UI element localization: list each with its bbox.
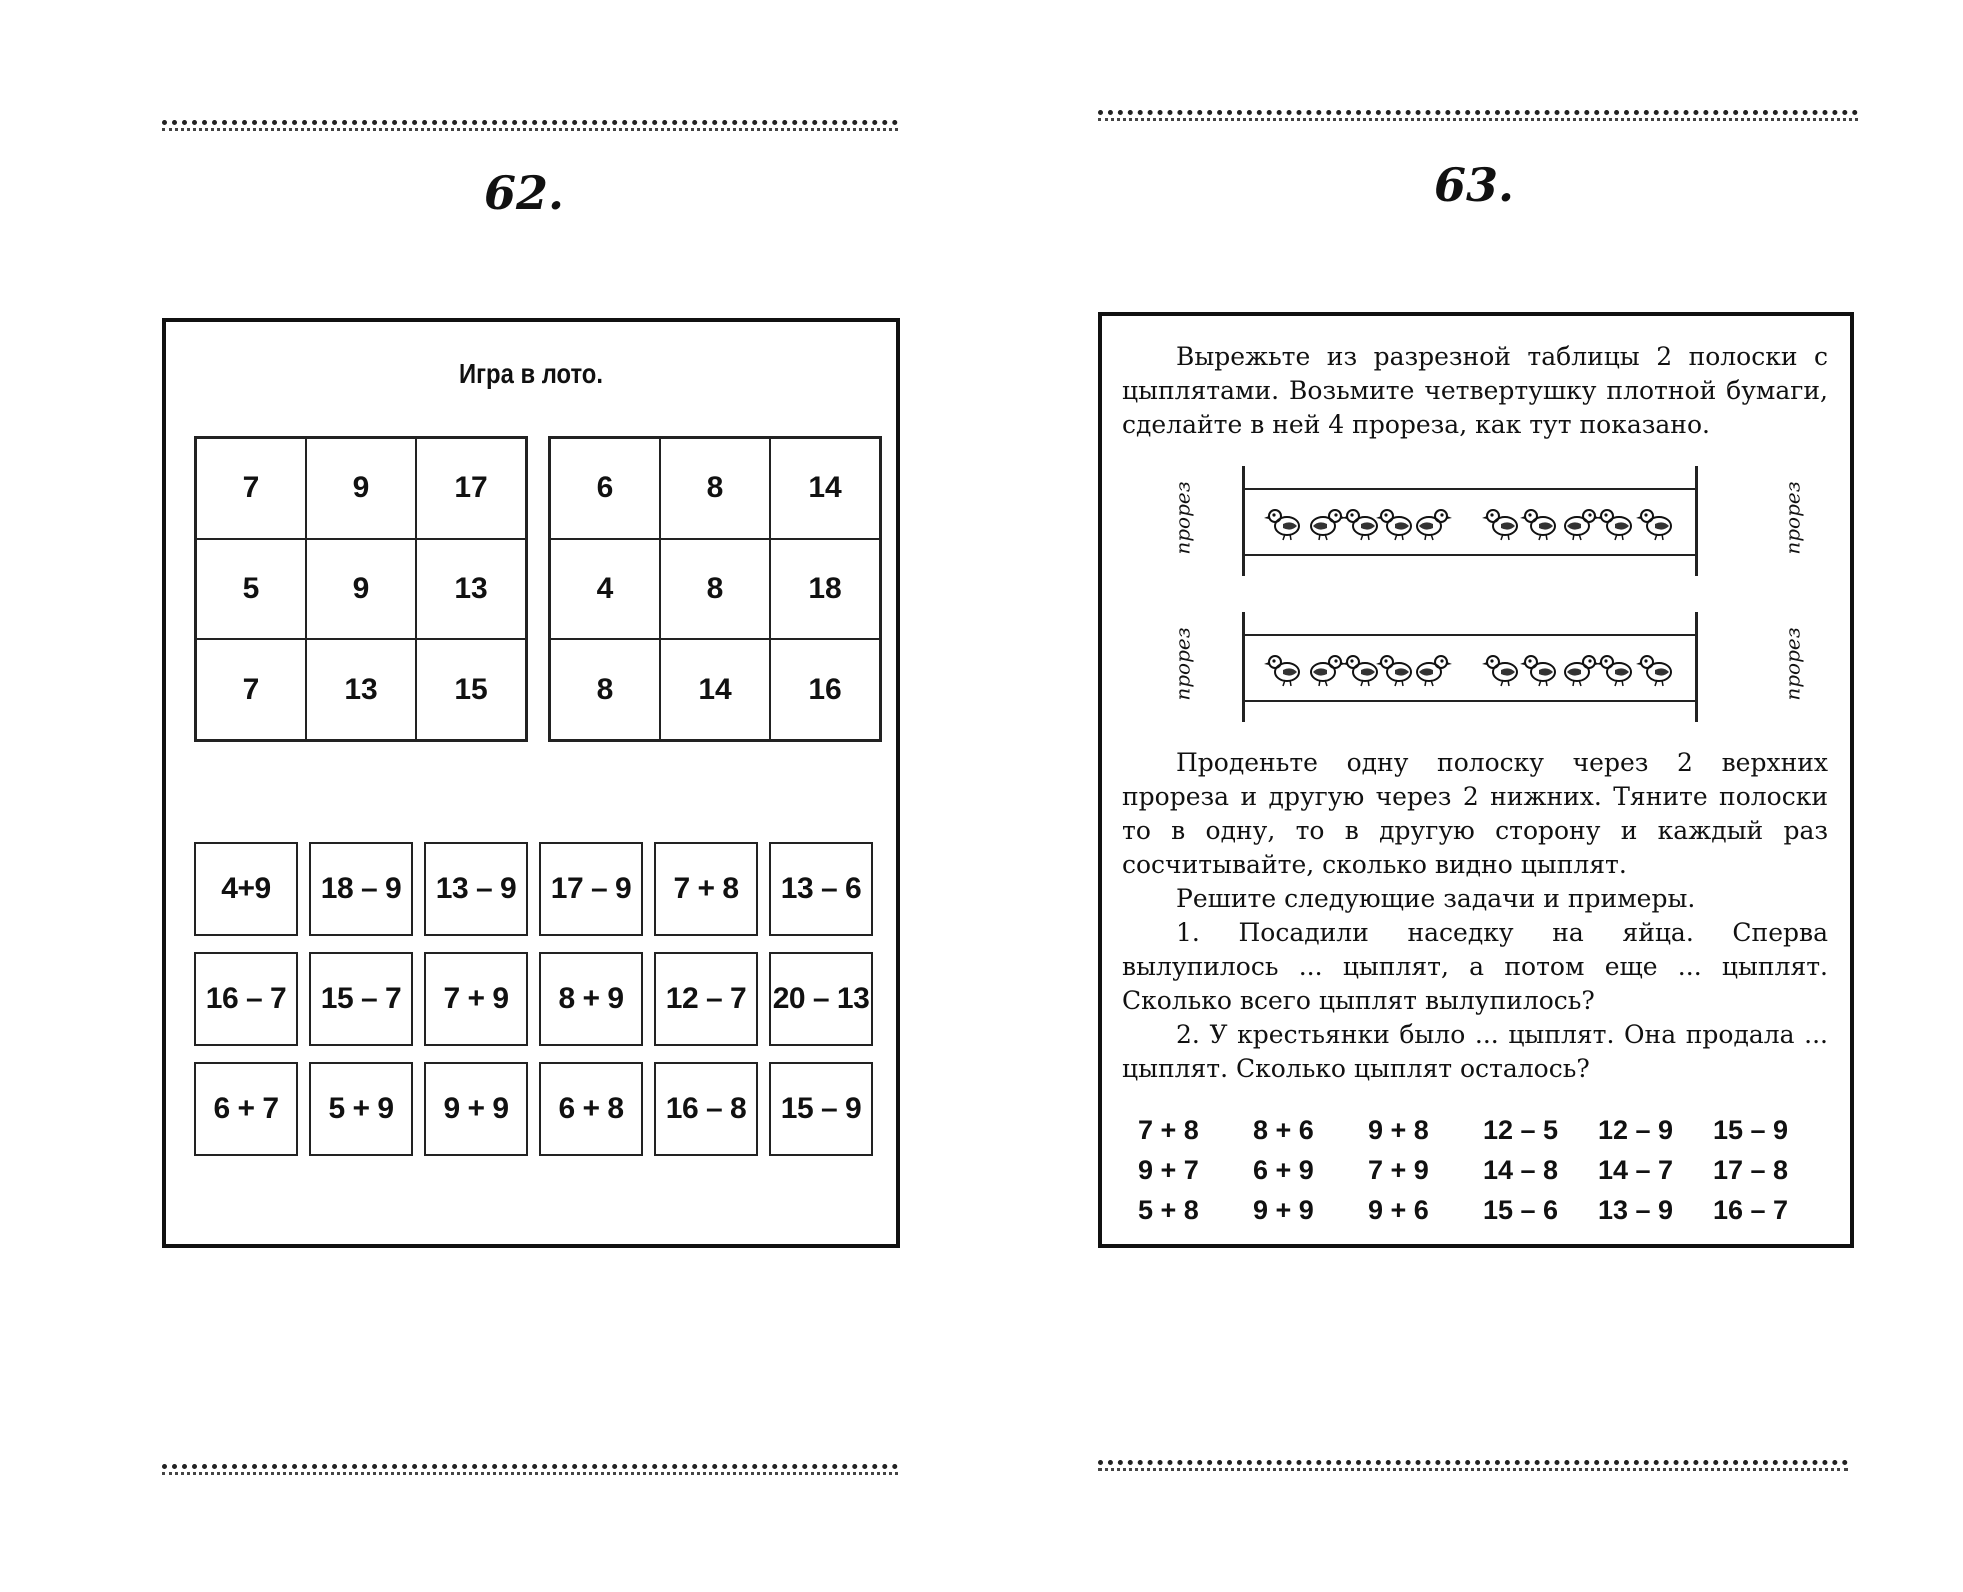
example-item: 5 + 8 <box>1138 1195 1199 1225</box>
lotto-tile: 12 – 7 <box>654 952 758 1046</box>
cut-slot-2 <box>1242 612 1698 722</box>
lotto-cell: 16 <box>770 639 880 740</box>
task-heading: Решите следующие задачи и примеры. <box>1176 884 1696 913</box>
slot-label-left-2: прорез <box>1170 627 1195 701</box>
lotto-tile: 7 + 9 <box>424 952 528 1046</box>
example-item: 12 – 9 <box>1598 1115 1674 1145</box>
chick-icon <box>1636 656 1671 686</box>
example-item: 8 + 6 <box>1253 1115 1314 1145</box>
example-item: 9 + 7 <box>1138 1155 1199 1185</box>
lotto-tile: 16 – 8 <box>654 1062 758 1156</box>
example-item: 7 + 8 <box>1138 1115 1199 1145</box>
lotto-tile: 16 – 7 <box>194 952 298 1046</box>
example-item: 15 – 9 <box>1713 1115 1789 1145</box>
lotto-tile: 15 – 9 <box>769 1062 873 1156</box>
cut-slot-1 <box>1242 466 1698 576</box>
chick-icon <box>1342 656 1377 686</box>
lotto-cell: 14 <box>660 639 770 740</box>
example-item: 14 – 8 <box>1483 1155 1559 1185</box>
chick-icon <box>1565 656 1600 686</box>
chick-icon <box>1565 510 1600 540</box>
example-item: 16 – 7 <box>1713 1195 1789 1225</box>
slot-label-left-1: прорез <box>1170 481 1195 555</box>
task-1: 1. Посадили наседку на яйца. Сперва вылупилось ... цыплят, а потом еще ... цыплят. Сколько всего цыплят вылупилось? <box>1122 918 1828 1015</box>
example-item: 9 + 9 <box>1253 1195 1314 1225</box>
chick-icon <box>1596 656 1631 686</box>
page-number-right: 63. <box>1433 158 1515 212</box>
lotto-cell: 17 <box>416 438 526 539</box>
lotto-cell: 14 <box>770 438 880 539</box>
lotto-cell: 7 <box>196 639 306 740</box>
lotto-cell: 4 <box>550 539 660 640</box>
lotto-cell: 8 <box>660 539 770 640</box>
task-frame <box>1098 312 1854 1248</box>
top-dotted-rule-right-2 <box>1098 118 1858 121</box>
chick-strip-2 <box>1245 636 1695 700</box>
example-item: 13 – 9 <box>1598 1195 1674 1225</box>
lotto-cell: 13 <box>416 539 526 640</box>
lotto-cell: 18 <box>770 539 880 640</box>
bottom-dotted-rule-right-2 <box>1098 1468 1848 1471</box>
lotto-tile: 13 – 6 <box>769 842 873 936</box>
lotto-card-left <box>194 436 528 742</box>
lotto-cell: 5 <box>196 539 306 640</box>
lotto-cell: 8 <box>660 438 770 539</box>
lotto-title: Игра в лото. <box>459 358 603 389</box>
task-2: 2. У крестьянки было ... цыплят. Она продала ... цыплят. Сколько цыплят осталось? <box>1122 1020 1828 1083</box>
chick-icon <box>1520 656 1555 686</box>
lotto-cell: 9 <box>306 539 416 640</box>
lotto-tile: 6 + 8 <box>539 1062 643 1156</box>
chick-strip-1 <box>1245 490 1695 554</box>
lotto-tile: 20 – 13 <box>769 952 873 1046</box>
lotto-tile: 7 + 8 <box>654 842 758 936</box>
lotto-tile: 5 + 9 <box>309 1062 413 1156</box>
lotto-tile: 6 + 7 <box>194 1062 298 1156</box>
chick-icon <box>1520 510 1555 540</box>
lotto-cell: 6 <box>550 438 660 539</box>
example-item: 6 + 9 <box>1253 1155 1314 1185</box>
lotto-cell: 9 <box>306 438 416 539</box>
example-item: 9 + 6 <box>1368 1195 1429 1225</box>
chick-icon <box>1311 656 1346 686</box>
chick-icon <box>1636 510 1671 540</box>
examples-grid <box>1138 1112 1828 1228</box>
chick-icon <box>1264 510 1299 540</box>
lotto-tile: 15 – 7 <box>309 952 413 1046</box>
chick-icon <box>1417 510 1452 540</box>
bottom-dotted-rule-left <box>162 1464 898 1469</box>
chick-icon <box>1482 510 1517 540</box>
example-item: 14 – 7 <box>1598 1155 1674 1185</box>
chick-icon <box>1482 656 1517 686</box>
lotto-frame <box>162 318 900 1248</box>
example-item: 12 – 5 <box>1483 1115 1559 1145</box>
lotto-cell: 15 <box>416 639 526 740</box>
example-item: 7 + 9 <box>1368 1155 1429 1185</box>
chick-icon <box>1376 510 1411 540</box>
chick-icon <box>1417 656 1452 686</box>
example-item: 9 + 8 <box>1368 1115 1429 1145</box>
top-dotted-rule-right <box>1098 110 1858 115</box>
example-item: 15 – 6 <box>1483 1195 1559 1225</box>
chick-icon <box>1596 510 1631 540</box>
chick-icon <box>1376 656 1411 686</box>
lotto-cell: 7 <box>196 438 306 539</box>
lotto-card-right <box>548 436 882 742</box>
slot-label-right-1: прорез <box>1780 481 1805 555</box>
chick-icon <box>1311 510 1346 540</box>
lotto-cell: 13 <box>306 639 416 740</box>
page-number-left: 62. <box>483 166 565 220</box>
lotto-tile: 8 + 9 <box>539 952 643 1046</box>
strip-row-2 <box>1102 612 1858 722</box>
lotto-cell: 8 <box>550 639 660 740</box>
lotto-tile: 13 – 9 <box>424 842 528 936</box>
lotto-tile: 4+9 <box>194 842 298 936</box>
intro-paragraph: Вырежьте из разрезной таблицы 2 полоски с цыплятами. Возьмите четвертушку плотной бумаги, сделайте в ней 4 прореза, как тут показано. <box>1122 342 1828 439</box>
lotto-tile: 9 + 9 <box>424 1062 528 1156</box>
chick-icon <box>1264 656 1299 686</box>
chick-icon <box>1342 510 1377 540</box>
instruction-paragraph: Проденьте одну полоску через 2 верхних прореза и другую через 2 нижних. Тяните полоски то в одну, то в другую сторону и каждый раз сосчитывайте, сколько видно цыплят. <box>1122 748 1828 879</box>
lotto-tiles <box>194 842 894 1162</box>
lotto-tile: 17 – 9 <box>539 842 643 936</box>
example-item: 17 – 8 <box>1713 1155 1789 1185</box>
top-dotted-rule-left <box>162 120 898 125</box>
slot-label-right-2: прорез <box>1780 627 1805 701</box>
strip-row-1 <box>1102 466 1858 576</box>
top-dotted-rule-left-2 <box>162 128 898 131</box>
bottom-dotted-rule-right <box>1098 1460 1848 1465</box>
bottom-dotted-rule-left-2 <box>162 1472 898 1475</box>
lotto-tile: 18 – 9 <box>309 842 413 936</box>
